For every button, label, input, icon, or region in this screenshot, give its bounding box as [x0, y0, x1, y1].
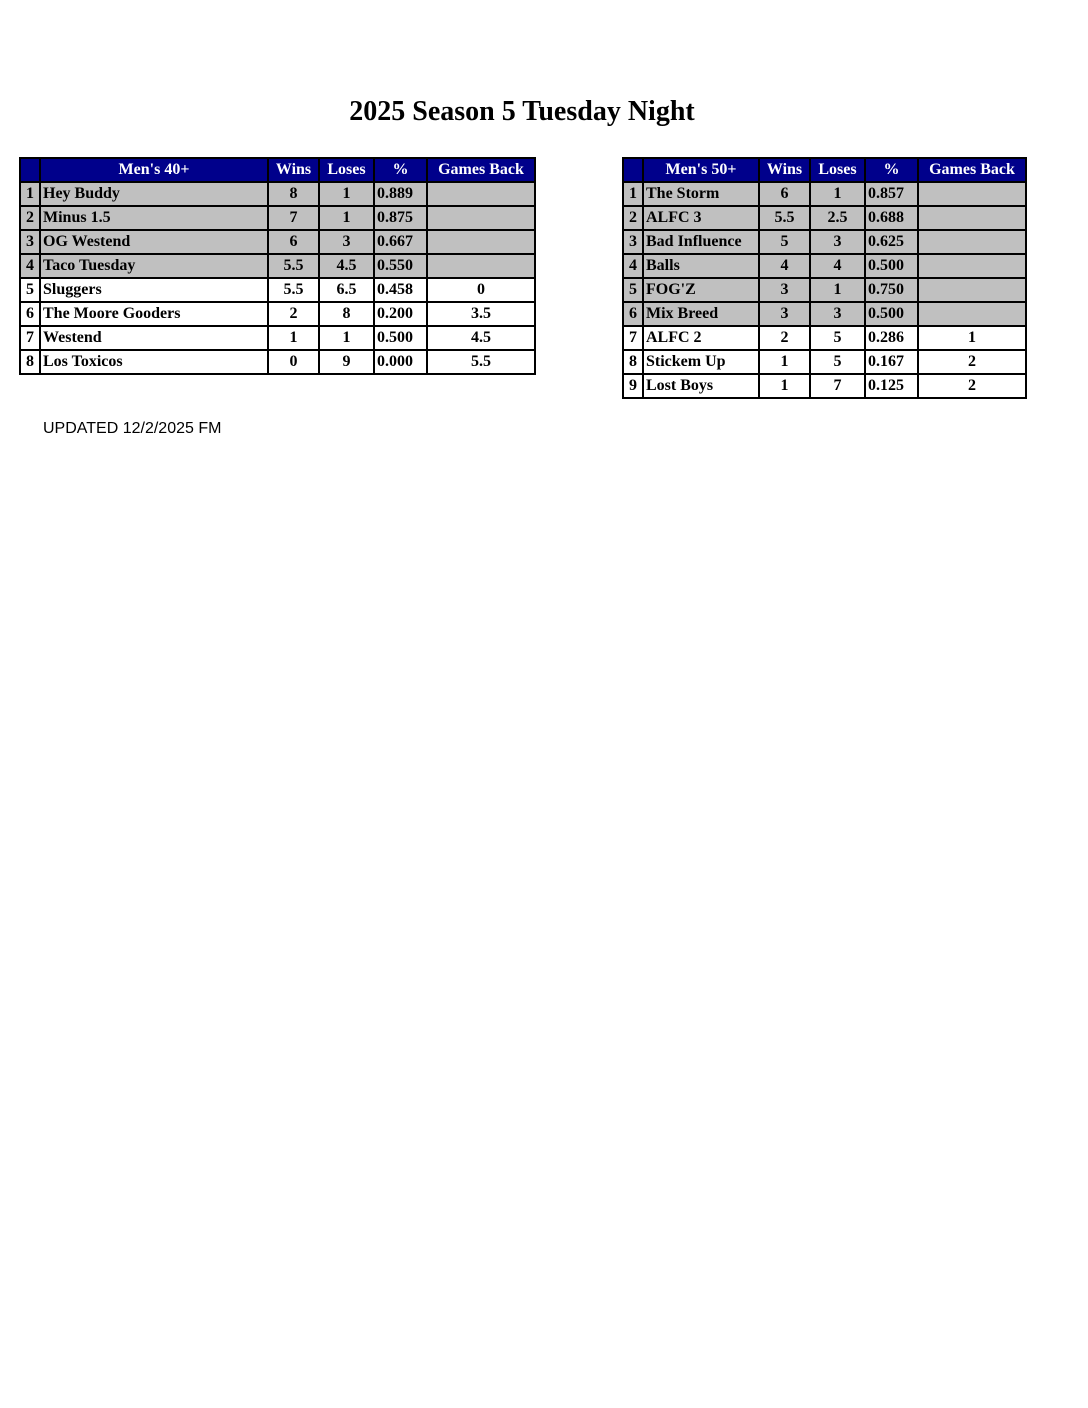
table-row	[623, 374, 1026, 398]
wins-cell: 5	[759, 230, 810, 254]
rank-cell: 1	[20, 182, 40, 206]
games-back-cell	[918, 206, 1026, 230]
table-row	[20, 230, 535, 254]
pct-cell: 0.167	[865, 350, 918, 374]
rank-cell: 2	[623, 206, 643, 230]
wins-cell: 7	[268, 206, 319, 230]
team-name-cell: ALFC 2	[643, 326, 759, 350]
rank-cell: 6	[20, 302, 40, 326]
loses-cell: 1	[319, 182, 374, 206]
wins-cell: 5.5	[759, 206, 810, 230]
rank-cell: 8	[623, 350, 643, 374]
wins-cell: 6	[759, 182, 810, 206]
loses-cell: 3	[319, 230, 374, 254]
mens-40-standings-table	[19, 157, 536, 375]
table-row	[623, 350, 1026, 374]
table-row	[20, 182, 535, 206]
wins-cell: 4	[759, 254, 810, 278]
wins-cell: 1	[759, 374, 810, 398]
pct-cell: 0.286	[865, 326, 918, 350]
wins-cell: 5.5	[268, 278, 319, 302]
games-back-cell: 0	[427, 278, 535, 302]
rank-cell: 5	[20, 278, 40, 302]
games-back-header: Games Back	[918, 158, 1026, 182]
team-name-cell: Taco Tuesday	[40, 254, 268, 278]
rank-cell: 4	[20, 254, 40, 278]
division-header: Men's 40+	[40, 158, 268, 182]
rank-header	[20, 158, 40, 182]
team-name-cell: Mix Breed	[643, 302, 759, 326]
loses-cell: 5	[810, 326, 865, 350]
rank-cell: 7	[623, 326, 643, 350]
games-back-cell	[918, 254, 1026, 278]
games-back-cell	[427, 182, 535, 206]
rank-cell: 8	[20, 350, 40, 374]
wins-cell: 6	[268, 230, 319, 254]
loses-header: Loses	[810, 158, 865, 182]
loses-cell: 2.5	[810, 206, 865, 230]
pct-header: %	[865, 158, 918, 182]
pct-cell: 0.688	[865, 206, 918, 230]
table-row	[20, 206, 535, 230]
wins-cell: 1	[759, 350, 810, 374]
games-back-cell: 4.5	[427, 326, 535, 350]
mens-50-standings-table	[622, 157, 1027, 399]
table-row	[20, 278, 535, 302]
pct-cell: 0.875	[374, 206, 427, 230]
updated-note: UPDATED 12/2/2025 FM	[43, 420, 222, 437]
loses-cell: 9	[319, 350, 374, 374]
loses-cell: 3	[810, 302, 865, 326]
wins-cell: 0	[268, 350, 319, 374]
pct-cell: 0.550	[374, 254, 427, 278]
team-name-cell: Minus 1.5	[40, 206, 268, 230]
table-header-row	[623, 158, 1026, 182]
pct-cell: 0.200	[374, 302, 427, 326]
wins-cell: 3	[759, 302, 810, 326]
table-row	[623, 182, 1026, 206]
pct-cell: 0.500	[865, 302, 918, 326]
rank-cell: 7	[20, 326, 40, 350]
table-row	[623, 278, 1026, 302]
team-name-cell: The Storm	[643, 182, 759, 206]
rank-cell: 4	[623, 254, 643, 278]
loses-cell: 1	[319, 206, 374, 230]
pct-header: %	[374, 158, 427, 182]
loses-cell: 4	[810, 254, 865, 278]
loses-cell: 3	[810, 230, 865, 254]
team-name-cell: Stickem Up	[643, 350, 759, 374]
games-back-cell: 1	[918, 326, 1026, 350]
table-row	[623, 206, 1026, 230]
wins-header: Wins	[268, 158, 319, 182]
team-name-cell: Sluggers	[40, 278, 268, 302]
pct-cell: 0.667	[374, 230, 427, 254]
team-name-cell: Hey Buddy	[40, 182, 268, 206]
loses-header: Loses	[319, 158, 374, 182]
loses-cell: 4.5	[319, 254, 374, 278]
games-back-cell	[427, 230, 535, 254]
loses-cell: 1	[810, 182, 865, 206]
pct-cell: 0.857	[865, 182, 918, 206]
table-row	[623, 302, 1026, 326]
games-back-cell: 2	[918, 374, 1026, 398]
team-name-cell: FOG'Z	[643, 278, 759, 302]
table-header-row	[20, 158, 535, 182]
rank-cell: 6	[623, 302, 643, 326]
pct-cell: 0.500	[865, 254, 918, 278]
wins-cell: 2	[759, 326, 810, 350]
wins-cell: 5.5	[268, 254, 319, 278]
wins-cell: 3	[759, 278, 810, 302]
team-name-cell: Balls	[643, 254, 759, 278]
pct-cell: 0.000	[374, 350, 427, 374]
games-back-cell: 3.5	[427, 302, 535, 326]
rank-cell: 3	[20, 230, 40, 254]
table-row	[20, 254, 535, 278]
table-row	[20, 350, 535, 374]
wins-cell: 8	[268, 182, 319, 206]
team-name-cell: Los Toxicos	[40, 350, 268, 374]
team-name-cell: Bad Influence	[643, 230, 759, 254]
pct-cell: 0.500	[374, 326, 427, 350]
division-header: Men's 50+	[643, 158, 759, 182]
games-back-cell	[918, 278, 1026, 302]
wins-header: Wins	[759, 158, 810, 182]
rank-cell: 5	[623, 278, 643, 302]
team-name-cell: ALFC 3	[643, 206, 759, 230]
table-row	[20, 326, 535, 350]
table-row	[20, 302, 535, 326]
games-back-header: Games Back	[427, 158, 535, 182]
table-row	[623, 230, 1026, 254]
games-back-cell	[918, 230, 1026, 254]
games-back-cell	[427, 206, 535, 230]
games-back-cell: 2	[918, 350, 1026, 374]
pct-cell: 0.125	[865, 374, 918, 398]
loses-cell: 5	[810, 350, 865, 374]
games-back-cell: 5.5	[427, 350, 535, 374]
pct-cell: 0.889	[374, 182, 427, 206]
games-back-cell	[918, 302, 1026, 326]
rank-cell: 9	[623, 374, 643, 398]
loses-cell: 6.5	[319, 278, 374, 302]
pct-cell: 0.458	[374, 278, 427, 302]
games-back-cell	[918, 182, 1026, 206]
pct-cell: 0.750	[865, 278, 918, 302]
rank-header	[623, 158, 643, 182]
rank-cell: 3	[623, 230, 643, 254]
games-back-cell	[427, 254, 535, 278]
page-title: 2025 Season 5 Tuesday Night	[349, 96, 695, 127]
team-name-cell: The Moore Gooders	[40, 302, 268, 326]
pct-cell: 0.625	[865, 230, 918, 254]
rank-cell: 2	[20, 206, 40, 230]
team-name-cell: Westend	[40, 326, 268, 350]
team-name-cell: OG Westend	[40, 230, 268, 254]
table-row	[623, 254, 1026, 278]
wins-cell: 2	[268, 302, 319, 326]
loses-cell: 1	[319, 326, 374, 350]
team-name-cell: Lost Boys	[643, 374, 759, 398]
loses-cell: 8	[319, 302, 374, 326]
loses-cell: 7	[810, 374, 865, 398]
table-row	[623, 326, 1026, 350]
rank-cell: 1	[623, 182, 643, 206]
loses-cell: 1	[810, 278, 865, 302]
wins-cell: 1	[268, 326, 319, 350]
